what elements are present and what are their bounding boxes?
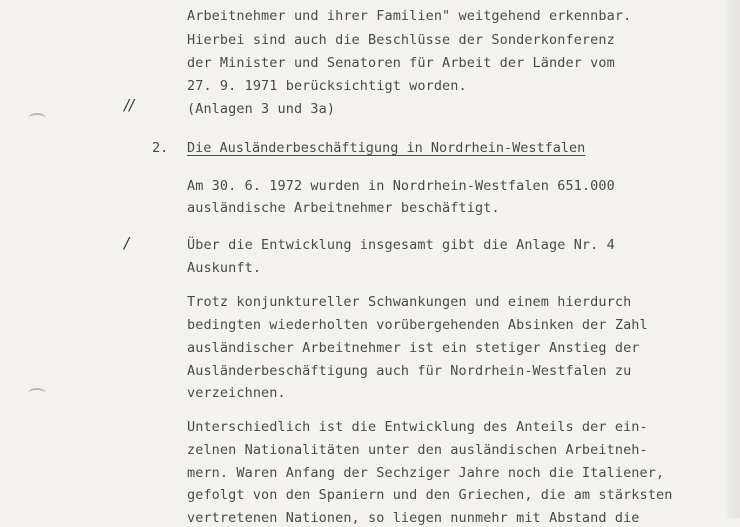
paragraph-line: Ausländerbeschäftigung auch für Nordrhein-Westfalen zu (187, 363, 632, 379)
paragraph-line: ausländischer Arbeitnehmer ist ein stetiger Anstieg der (187, 340, 640, 356)
paragraph-line: Auskunft. (187, 260, 262, 276)
paragraph-line: Unterschiedlich ist die Entwicklung des Anteils der ein- (187, 419, 648, 435)
paragraph-line: Trotz konjunktureller Schwankungen und einem hierdurch (187, 294, 632, 310)
margin-mark-single: / (124, 234, 130, 252)
page-edge (726, 0, 740, 518)
intro-line: der Minister und Senatoren für Arbeit der Länder vom (187, 55, 615, 71)
paragraph-line: zelnen Nationalitäten unter den ausländischen Arbeitneh- (187, 442, 648, 458)
paragraph-line: vertretenen Nationen, so liegen nunmehr mit Abstand die (187, 510, 640, 526)
paragraph-line: Am 30. 6. 1972 wurden in Nordrhein-Westfalen 651.000 (187, 178, 615, 194)
section-number: 2. (152, 140, 169, 156)
paragraph-line: Über die Entwicklung insgesamt gibt die Anlage Nr. 4 (187, 237, 615, 253)
paragraph-line: verzeichnen. (187, 385, 286, 401)
intro-line: 27. 9. 1971 berücksichtigt worden. (187, 78, 467, 94)
margin-mark-double: // (124, 96, 135, 114)
paragraph-line: mern. Waren Anfang der Sechziger Jahre noch die Italiener, (187, 465, 665, 481)
intro-line: (Anlagen 3 und 3a) (187, 101, 336, 117)
punch-hole (28, 113, 46, 124)
intro-line: Arbeitnehmer und ihrer Familien" weitgehend erkennbar. (187, 8, 632, 24)
paragraph-line: ausländische Arbeitnehmer beschäftigt. (187, 200, 500, 216)
intro-line: Hierbei sind auch die Beschlüsse der Sonderkonferenz (187, 32, 615, 48)
section-heading: Die Ausländerbeschäftigung in Nordrhein-Westfalen (187, 140, 586, 156)
paragraph-line: bedingten wiederholten vorübergehenden Absinken der Zahl (187, 317, 648, 333)
punch-hole (28, 388, 46, 399)
paragraph-line: gefolgt von den Spaniern und den Griechen, die am stärksten (187, 487, 673, 503)
